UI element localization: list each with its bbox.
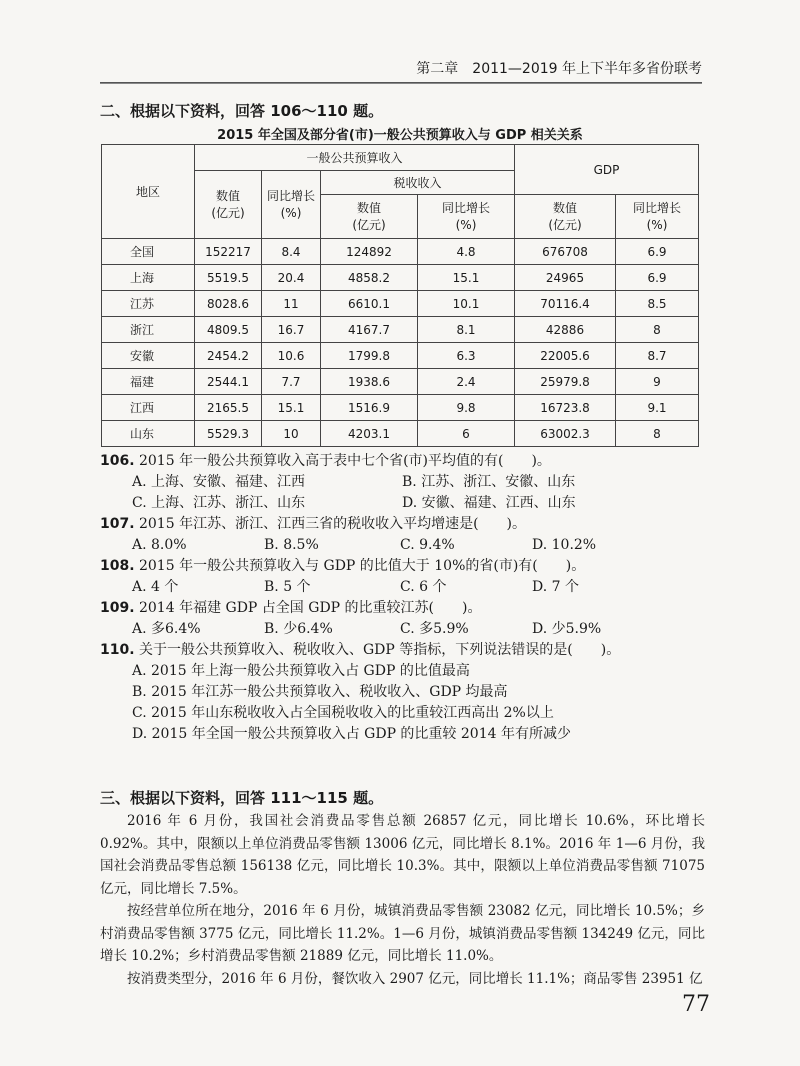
option-row — [100, 619, 710, 640]
table-cell: 10 — [262, 421, 321, 447]
table-cell: 8028.6 — [195, 291, 262, 317]
table-cell: 6.9 — [616, 265, 699, 291]
table-cell-region: 山东 — [102, 421, 195, 447]
header-gdp-value: 数值 (亿元) — [515, 195, 616, 239]
question-stem — [100, 451, 710, 472]
answer-option[interactable]: C. 2015 年山东税收收入占全国税收收入的比重较江西高出 2%以上 — [132, 705, 554, 721]
table-cell: 22005.6 — [515, 343, 616, 369]
question-stem — [100, 514, 710, 535]
table-cell: 8.1 — [418, 317, 515, 343]
question-stem — [100, 556, 710, 577]
question-number: 108. — [100, 558, 135, 574]
table-cell: 8 — [616, 317, 699, 343]
table-cell: 10.1 — [418, 291, 515, 317]
table-cell: 2165.5 — [195, 395, 262, 421]
table-cell: 8 — [616, 421, 699, 447]
question-text: 2015 年一般公共预算收入与 GDP 的比值大于 10%的省(市)有( )。 — [134, 558, 586, 574]
question-number: 106. — [100, 453, 135, 469]
table-cell: 9.8 — [418, 395, 515, 421]
answer-option[interactable]: C. 6 个 — [400, 579, 447, 595]
table-title: 2015 年全国及部分省(市)一般公共预算收入与 GDP 相关关系 — [217, 128, 583, 143]
table-cell: 11 — [262, 291, 321, 317]
table-cell: 9.1 — [616, 395, 699, 421]
header-budget-growth: 同比增长 (%) — [262, 171, 321, 239]
table-cell: 2.4 — [418, 369, 515, 395]
table-row — [102, 343, 699, 369]
question-number: 110. — [100, 642, 135, 658]
table-cell: 6.3 — [418, 343, 515, 369]
question-text: 2015 年江苏、浙江、江西三省的税收收入平均增速是( )。 — [134, 516, 526, 532]
table-cell: 152217 — [195, 239, 262, 265]
table-cell: 124892 — [321, 239, 418, 265]
option-row — [100, 682, 710, 703]
header-budget-value: 数值 (亿元) — [195, 171, 262, 239]
table-row — [102, 239, 699, 265]
table-cell: 1938.6 — [321, 369, 418, 395]
table-cell-region: 福建 — [102, 369, 195, 395]
option-row — [100, 535, 710, 556]
questions-block — [100, 451, 710, 745]
table-row — [102, 395, 699, 421]
question-text: 2014 年福建 GDP 占全国 GDP 的比重较江苏( )。 — [134, 600, 482, 616]
header-tax-growth: 同比增长 (%) — [418, 195, 515, 239]
table-cell: 5529.3 — [195, 421, 262, 447]
table-cell: 8.4 — [262, 239, 321, 265]
answer-option[interactable]: C. 9.4% — [400, 537, 455, 553]
header-gdp-growth: 同比增长 (%) — [616, 195, 699, 239]
table-row — [102, 317, 699, 343]
header-rule — [100, 83, 702, 84]
option-row — [100, 472, 710, 493]
table-cell-region: 安徽 — [102, 343, 195, 369]
table-cell-region: 江苏 — [102, 291, 195, 317]
section3-heading: 三、根据以下资料，回答 111～115 题。 — [100, 789, 384, 807]
table-cell: 20.4 — [262, 265, 321, 291]
table-cell: 25979.8 — [515, 369, 616, 395]
table-cell: 1516.9 — [321, 395, 418, 421]
table-cell: 6.9 — [616, 239, 699, 265]
table-cell: 4809.5 — [195, 317, 262, 343]
page-number: 77 — [682, 992, 710, 1017]
table-cell: 4858.2 — [321, 265, 418, 291]
answer-option[interactable]: C. 多5.9% — [400, 621, 469, 637]
passage-paragraph-3: 按消费类型分，2016 年 6 月份，餐饮收入 2907 亿元，同比增长 11.1%；商品零售 23951 亿 — [127, 970, 703, 987]
table-row — [102, 265, 699, 291]
table-cell: 1799.8 — [321, 343, 418, 369]
table-row — [102, 421, 699, 447]
answer-option[interactable]: A. 8.0% — [132, 537, 187, 553]
table-cell: 5519.5 — [195, 265, 262, 291]
table-cell: 15.1 — [262, 395, 321, 421]
header-tax-value: 数值 (亿元) — [321, 195, 418, 239]
answer-option[interactable]: B. 2015 年江苏一般公共预算收入、税收收入、GDP 均最高 — [132, 684, 508, 700]
table-cell: 16723.8 — [515, 395, 616, 421]
table-cell: 6610.1 — [321, 291, 418, 317]
header-region: 地区 — [102, 145, 195, 239]
passage-paragraph-2: 按经营单位所在地分，2016 年 6 月份，城镇消费品零售额 23082 亿元，同比增长 10.5%；乡村消费品零售额 3775 亿元，同比增长 11.2%。1—6 月份，城镇消费品零售额 134249 亿元，同比增长 10.2%；乡村消费品零售额 21889 亿元，同比增长 11.0%。 — [100, 903, 705, 964]
table-cell: 4203.1 — [321, 421, 418, 447]
answer-option[interactable]: D. 10.2% — [532, 537, 597, 553]
table-cell: 10.6 — [262, 343, 321, 369]
table-cell: 63002.3 — [515, 421, 616, 447]
table-cell: 6 — [418, 421, 515, 447]
answer-option[interactable]: B. 5 个 — [264, 579, 311, 595]
question-stem — [100, 598, 710, 619]
question-text: 关于一般公共预算收入、税收收入、GDP 等指标，下列说法错误的是( )。 — [134, 642, 621, 658]
table-cell: 24965 — [515, 265, 616, 291]
table-cell: 4.8 — [418, 239, 515, 265]
table-cell: 676708 — [515, 239, 616, 265]
table-cell: 16.7 — [262, 317, 321, 343]
answer-option[interactable]: A. 多6.4% — [132, 621, 201, 637]
question-number: 109. — [100, 600, 135, 616]
table-body — [102, 239, 699, 447]
table-cell: 15.1 — [418, 265, 515, 291]
option-row — [100, 577, 710, 598]
answer-option[interactable]: B. 少6.4% — [264, 621, 333, 637]
answer-option[interactable]: D. 2015 年全国一般公共预算收入占 GDP 的比重较 2014 年有所减少 — [132, 726, 571, 742]
header-tax: 税收收入 — [321, 171, 515, 195]
table-cell: 42886 — [515, 317, 616, 343]
table-cell: 4167.7 — [321, 317, 418, 343]
table-cell: 7.7 — [262, 369, 321, 395]
answer-option[interactable]: A. 上海、安徽、福建、江西 — [132, 474, 306, 490]
answer-option[interactable]: B. 8.5% — [264, 537, 319, 553]
data-table — [101, 144, 699, 447]
table-cell-region: 浙江 — [102, 317, 195, 343]
table-cell: 8.7 — [616, 343, 699, 369]
table-cell-region: 上海 — [102, 265, 195, 291]
table-row — [102, 369, 699, 395]
running-header: 第二章 2011—2019 年上下半年多省份联考 — [100, 58, 702, 83]
question-number: 107. — [100, 516, 135, 532]
table-cell: 2454.2 — [195, 343, 262, 369]
table-cell: 9 — [616, 369, 699, 395]
table-cell-region: 全国 — [102, 239, 195, 265]
table-cell-region: 江西 — [102, 395, 195, 421]
header-budget: 一般公共预算收入 — [195, 145, 515, 171]
question-text: 2015 年一般公共预算收入高于表中七个省(市)平均值的有( )。 — [134, 453, 551, 469]
answer-option[interactable]: A. 2015 年上海一般公共预算收入占 GDP 的比值最高 — [132, 663, 470, 679]
question-stem — [100, 640, 710, 661]
answer-option[interactable]: D. 少5.9% — [532, 621, 602, 637]
section2-heading: 二、根据以下资料，回答 106～110 题。 — [100, 102, 384, 120]
section3-passage — [100, 810, 705, 990]
answer-option[interactable]: A. 4 个 — [132, 579, 179, 595]
answer-option[interactable]: D. 7 个 — [532, 579, 579, 595]
table-cell: 8.5 — [616, 291, 699, 317]
passage-paragraph-1: 2016 年 6 月份，我国社会消费品零售总额 26857 亿元，同比增长 10.6%，环比增长 0.92%。其中，限额以上单位消费品零售额 13006 亿元，同比增长 8.1%。2016 年 1—6 月份，我国社会消费品零售总额 156138 亿元，同比增长 10.3%。其中，限额以上单位消费品零售额 71075 亿元，同比增长 7.5%。 — [100, 813, 705, 897]
answer-option[interactable]: D. 安徽、福建、江西、山东 — [402, 495, 576, 511]
option-row — [100, 703, 710, 724]
table-row — [102, 291, 699, 317]
header-gdp: GDP — [515, 145, 699, 195]
table-cell: 70116.4 — [515, 291, 616, 317]
answer-option[interactable]: B. 江苏、浙江、安徽、山东 — [402, 474, 576, 490]
option-row — [100, 724, 710, 745]
table-cell: 2544.1 — [195, 369, 262, 395]
answer-option[interactable]: C. 上海、江苏、浙江、山东 — [132, 495, 306, 511]
option-row — [100, 661, 710, 682]
option-row — [100, 493, 710, 514]
